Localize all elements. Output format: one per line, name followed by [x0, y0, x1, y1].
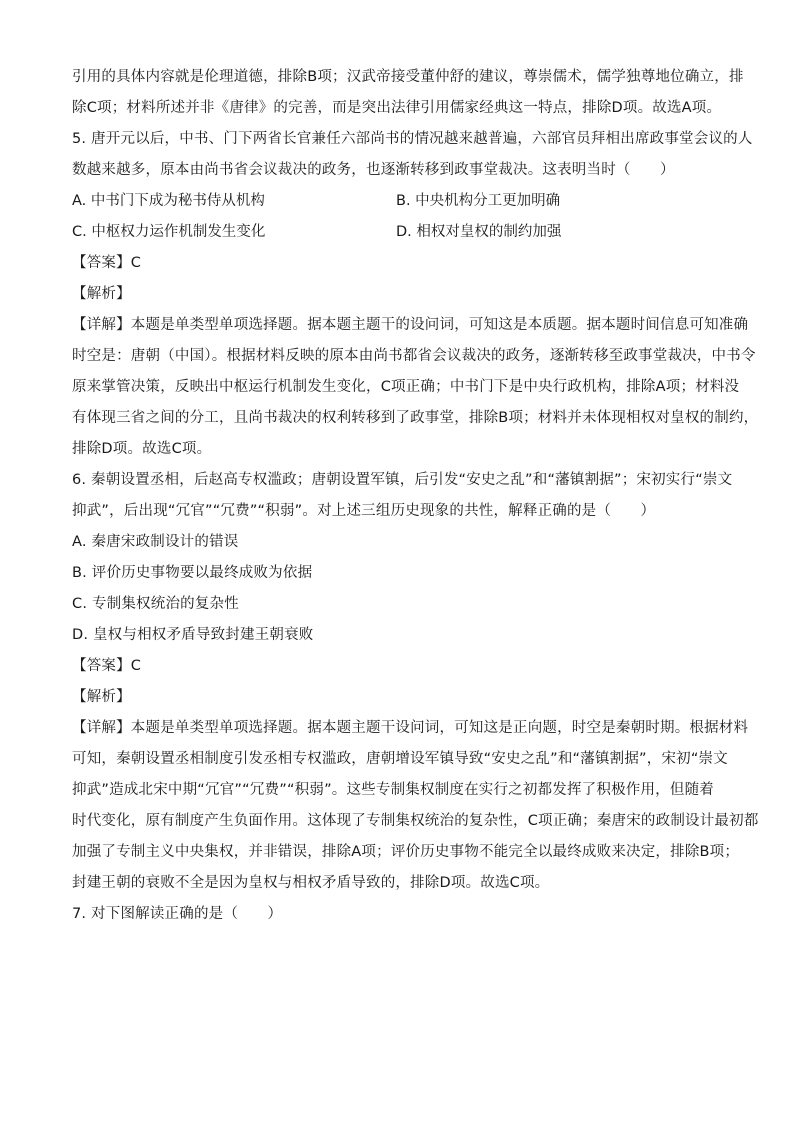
- detail-line: 排除D项。故选C项。: [72, 441, 212, 457]
- detail-line: 加强了专制主义中央集权，并非错误，排除A项；评价历史事物不能完全以最终成败来决定，排除B项；: [72, 844, 740, 860]
- question-6-stem-line: 6. 秦朝设置丞相，后赵高专权滥政；唐朝设置军镇，后引发“安史之乱”和“藩镇割据”；宋初实行“崇文: [72, 472, 733, 488]
- option-b: B. 评价历史事物要以最终成败为依据: [72, 565, 313, 581]
- detail-line: 原来掌管决策，反映出中枢运行机制发生变化，C项正确；中书门下是中央行政机构，排除A项；材料没: [72, 379, 740, 395]
- option-a: A. 中书门下成为秘书侍从机构: [72, 193, 265, 209]
- detail-line: 可知，秦朝设置丞相制度引发丞相专权滥政，唐朝增设军镇导致“安史之乱”和“藩镇割据”，宋初“崇文: [72, 751, 728, 767]
- question-5-stem-line: 数越来越多，原本由尚书省会议裁决的政务，也逐渐转移到政事堂裁决。这表明当时（ ）: [72, 162, 675, 178]
- question-5: [72, 124, 759, 465]
- text-line: 引用的具体内容就是伦理道德，排除B项；汉武帝接受董仲舒的建议，尊崇儒术，儒学独尊地位确立，排: [72, 69, 744, 85]
- detail-line: 【详解】本题是单类型单项选择题。据本题主题干设问词，可知这是正向题，时空是秦朝时期。根据材料: [72, 720, 749, 736]
- option-b: B. 中央机构分工更加明确: [396, 193, 561, 209]
- option-a: A. 秦唐宋政制设计的错误: [72, 534, 239, 550]
- question-5-options-row: [72, 186, 732, 217]
- question-5-options-row: [72, 217, 732, 248]
- detail-line: 时空是：唐朝（中国）。根据材料反映的原本由尚书都省会议裁决的政务，逐渐转移至政事堂裁决，中书令: [72, 348, 756, 364]
- answer-label: 【答案】C: [72, 255, 142, 271]
- question-7: [72, 899, 732, 930]
- option-d: D. 皇权与相权矛盾导致封建王朝衰败: [72, 627, 314, 643]
- detail-line: 【详解】本题是单类型单项选择题。据本题主题干的设问词，可知这是本质题。据本题时间信息可知准确: [72, 317, 749, 333]
- document-page: [72, 62, 759, 930]
- text-line: 除C项；材料所述并非《唐律》的完善，而是突出法律引用儒家经典这一特点，排除D项。故选A项。: [72, 100, 722, 116]
- detail-line: 封建王朝的衰败不全是因为皇权与相权矛盾导致的，排除D项。故选C项。: [72, 875, 550, 891]
- detail-line: 有体现三省之间的分工，且尚书裁决的权利转移到了政事堂，排除B项；材料并未体现相权对皇权的制约，: [72, 410, 759, 426]
- detail-line: 时代变化，原有制度产生负面作用。这体现了专制集权统治的复杂性，C项正确；秦唐宋的政制设计最初都: [72, 813, 759, 829]
- analysis-label: 【解析】: [72, 286, 131, 302]
- question-7-stem: 7. 对下图解读正确的是（ ）: [72, 906, 283, 922]
- detail-line: 抑武”造成北宋中期“冗官”“冗费”“积弱”。这些专制集权制度在实行之初都发挥了积极作用，但随着: [72, 782, 714, 798]
- analysis-label: 【解析】: [72, 689, 131, 705]
- option-c: C. 专制集权统治的复杂性: [72, 596, 239, 612]
- option-d: D. 相权对皇权的制约加强: [396, 224, 562, 240]
- question-6-stem-line: 抑武”，后出现“冗官”“冗费”“积弱”。对上述三组历史现象的共性，解释正确的是（ ）: [72, 503, 656, 519]
- question-5-stem-line: 5. 唐开元以后，中书、门下两省长官兼任六部尚书的情况越来越普遍，六部官员拜相出席政事堂会议的人: [72, 131, 753, 147]
- option-c: C. 中枢权力运作机制发生变化: [72, 224, 266, 240]
- question-6: [72, 465, 759, 899]
- answer-label: 【答案】C: [72, 658, 142, 674]
